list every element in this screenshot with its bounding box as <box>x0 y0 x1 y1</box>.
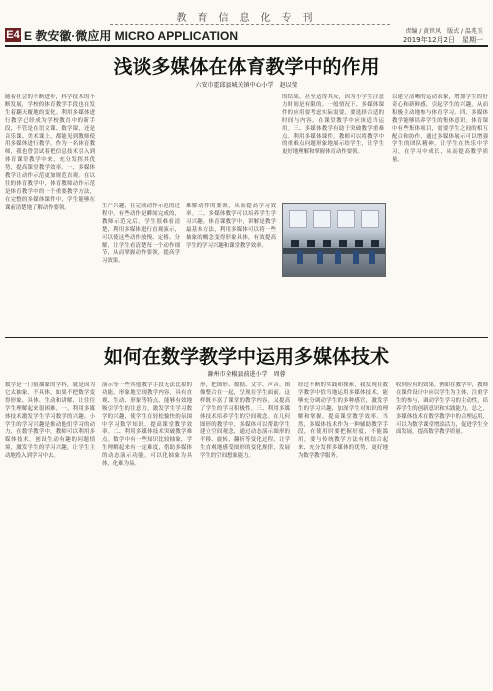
page-number-badge: E4 <box>6 29 20 41</box>
article2-column-3: 形，把图形、数据、文字、声音、图像整合在一起，呈现在学生面前，这样既丰富了课堂的教学内容，又提高了学生的学习积极性。三、利用多媒体技术培养学生的空间观念。在几何图形的教学中，多媒体可以帮助学生建立空间观念，通过动态演示图形的平移、旋转、翻折等变化过程，让学生直观地感受图形的变化规律，发展学生的空间想象能力。 <box>200 382 290 460</box>
article-divider <box>5 337 488 338</box>
issue-date: 2019年12月2日 星期一 <box>402 36 483 44</box>
masthead-rule <box>5 45 488 47</box>
issue-meta <box>403 27 483 45</box>
article2-column-4: 经过不断的实践和探索，我发现在数学教学中恰当地运用多媒体技术，能够充分调动学生的多种感官，激发学生的学习兴趣，加深学生对知识的理解和掌握，提高课堂教学效率。当然，多媒体技术作为一种辅助教学手段，在使用时要把握好度，不能滥用，要与传统教学方法有机结合起来，充分发挥多媒体的优势，更好地为数学教学服务。 <box>298 382 388 460</box>
article1-column-3: 难解动作的要领，从而提高学习效率。二、多媒体教学可以培养学生学习兴趣。体育课教学中，讲解是教学最基本方法，利用多媒体可以将一些抽象的概念变得形象具体，有效提高学生的学习兴趣和课堂教学效率。 <box>186 203 276 249</box>
article1-column-1: 随着社会的不断进步，科学技术的不断发展，学校的体育教学手段也在发生着翻天覆地的变化。利用多媒体进行教学已经成为学校教育中的新手段，不管是在语文课、数学课，还是音乐课、美术课上，都能见到教师使用多媒体进行教学。作为一名体育教师，我也曾尝试着把信息技术引入到体育课堂教学中来，充分发挥其优势，提高课堂教学效率。一、多媒体教学让动作示范更加规范直观。在以往的体育教学中，体育教师动作示范是体育教学中的一个重要教学方法，在完整的多媒体课件中，学生能够在课前清楚地了解动作要领。 <box>5 94 95 211</box>
article2-byline: 滁州市全椒县前进小学 周蓉 <box>207 371 286 378</box>
article2-column-5: 收到应有的效果。例如在教学中，教师在课件设计中应以学生为主体，注重学生的参与，调动学生学习的主动性，培养学生的创新意识和实践能力。总之，多媒体技术在数学教学中的合理运用，可以为数学课堂增添活力，促进学生全面发展，提高数学教学质量。 <box>396 382 488 436</box>
classroom-photo <box>282 203 386 277</box>
article2-column-1: 数学是一门很抽象的学科，就是因为它太抽象、不具体，如果不把数学变得形象、具体、生动和讲解，让往往学生理解起来很困难。一、利用多媒体技术激发学生学习数学的兴趣。小学生的学习兴趣是推动他们学习的动力，在数学教学中，教师可以利用多媒体技术，创设生动有趣的问题情境，激发学生的学习兴趣，让学生主动地投入到学习中去。 <box>5 382 95 460</box>
banner-dashed-rule <box>110 24 390 25</box>
section-title: E 教安徽·微应用 MICRO APPLICATION <box>24 29 238 43</box>
newspaper-banner: 教育信息化专刊 <box>176 13 324 24</box>
article1-title: 浅谈多媒体在体育教学中的作用 <box>113 56 380 78</box>
article1-column-5: 以建立清晰的运动表象，增加学生的好奇心和新鲜感，引起学生的兴趣，从而积极主动地参与体育学习。四、多媒体教学能够培养学生的集体意识。体育课中有些集体项目，需要学生之间的相互配合和协作，通过多媒体展示可以增强学生的团队精神，让学生在快乐中学习，在学习中成长，从而提高教学质量。 <box>392 94 488 164</box>
article2-title: 如何在数学教学中运用多媒体技术 <box>103 346 389 368</box>
editor-line: 责编 / 黄世风 版式 / 温兆玉 <box>405 28 483 35</box>
article1-column-2: 生产兴趣，在完成动作示范的过程中，有些动作是瞬间完成的，教师示范完后，学生很难看清楚，利用多媒体进行直观演示，可以使这些动作放慢、定格、分解，让学生看清楚每一个动作细节，从而掌握动作要领，提高学习效果。 <box>102 203 180 265</box>
article1-byline: 六安市霍邱县城关镇中心小学 赵以莹 <box>195 82 298 89</box>
masthead <box>0 0 493 47</box>
article1-column-4: 的结果，甚至适得其反，因为小学生注意力时间是有限的。一般情况下，多媒体课件的应用要考虑实际需要，要选择合适的时间与内容，在课堂教学中应该适当运用。三、多媒体教学有助于突破教学重难点。利用多媒体课件，教师可以将教学中的重难点问题形象地展示给学生，让学生更好地理解和掌握体育动作要领。 <box>282 94 384 156</box>
article2-column-2: 演示等一些其他教学手段无法比拟的功能，形象地呈现教学内容，具有直观、生动、形象等特点，能够有效地吸引学生的注意力，激发学生学习数学的兴趣，使学生在轻松愉快的氛围中学习数学知识，提高课堂教学效率。二、利用多媒体技术突破教学难点。数学中有一些知识比较抽象，学生理解起来有一定难度，借助多媒体的动态演示功能，可以化抽象为具体，化难为易。 <box>102 382 192 468</box>
